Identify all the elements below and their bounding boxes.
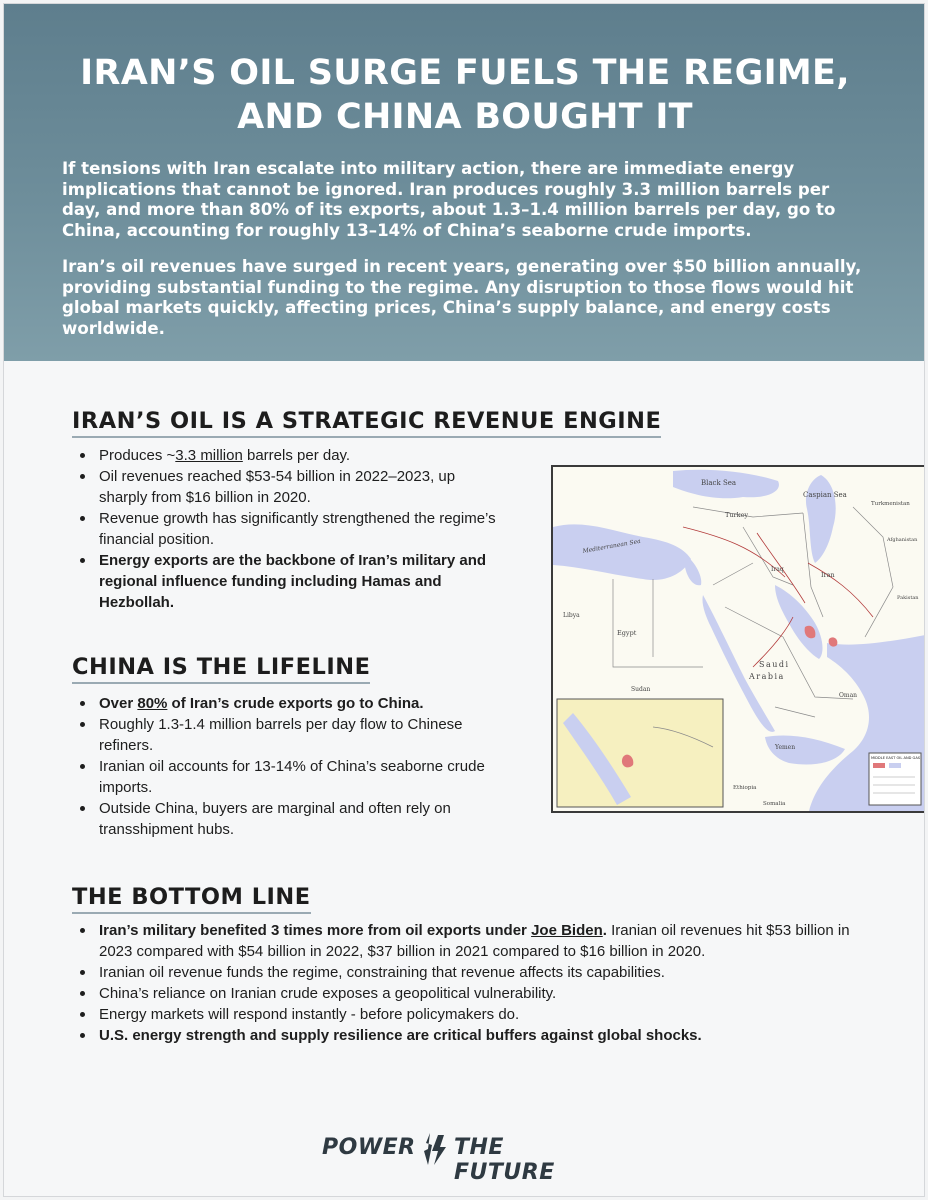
page	[3, 3, 925, 1197]
list-item: Roughly 1.3-1.4 million barrels per day flow to Chinese refiners.	[74, 714, 494, 756]
list-item: Oil revenues reached $53-54 billion in 2022–2023, up sharply from $16 billion in 2020.	[74, 466, 504, 508]
revenue-engine-list	[74, 445, 504, 613]
list-item: China’s reliance on Iranian crude exposes a geopolitical vulnerability.	[74, 983, 854, 1004]
section-title-revenue-engine: IRAN’S OIL IS A STRATEGIC REVENUE ENGINE	[72, 408, 661, 438]
map-label: Caspian Sea	[803, 491, 847, 499]
list-item: U.S. energy strength and supply resilience are critical buffers against global shocks.	[74, 1025, 854, 1046]
list-item	[74, 445, 504, 466]
map-label: Turkey	[725, 511, 749, 519]
list-item: Revenue growth has significantly strengthened the regime’s financial position.	[74, 508, 504, 550]
list-item	[74, 920, 854, 962]
map-graphic	[553, 467, 925, 811]
map-label: Somalia	[763, 801, 786, 807]
section-title-china-lifeline: CHINA IS THE LIFELINE	[72, 654, 370, 684]
map-label: Mediterranean Sea	[582, 537, 642, 555]
title-line-1: IRAN’S OIL SURGE FUELS THE REGIME,	[80, 53, 850, 93]
section-title-bottom-line: THE BOTTOM LINE	[72, 884, 311, 914]
map-label: Saudi	[759, 660, 790, 669]
bullet-text: Over	[99, 695, 138, 712]
logo-text-right: THE FUTURE	[454, 1135, 555, 1185]
map-label: Yemen	[775, 744, 796, 751]
bullet-text: Produces ~	[99, 447, 176, 464]
eighty-percent-link[interactable]: 80%	[137, 695, 168, 712]
map-label: Turkmenistan	[871, 501, 910, 507]
list-item: Energy exports are the backbone of Iran’s military and regional influence funding including Hamas and Hezbollah.	[74, 550, 504, 613]
barrels-link[interactable]: 3.3 million	[175, 447, 243, 464]
joe-biden-link[interactable]: Joe Biden	[531, 922, 603, 939]
page-title	[4, 51, 925, 139]
map-label: Afghanistan	[887, 537, 918, 543]
list-item: Iranian oil accounts for 13-14% of China’s seaborne crude imports.	[74, 756, 494, 798]
china-lifeline-list	[74, 693, 494, 840]
map-label: Iran	[821, 571, 835, 579]
map-label: Libya	[563, 612, 580, 619]
intro-paragraph-2: Iran’s oil revenues have surged in recent years, generating over $50 billion annually, providing substantial funding to the regime. Any disruption to those flows would hit global markets quickly, affecting prices, China’s supply balance, and energy costs worldwide.	[62, 257, 862, 338]
intro-paragraph-1: If tensions with Iran escalate into military action, there are immediate energy implications that cannot be ignored. Iran produces roughly 3.3 million barrels per day, and more than 80% of its exports, about 1.3–1.4 million barrels per day, go to China, accounting for roughly 13–14% of China’s seaborne crude imports.	[62, 159, 836, 240]
list-item	[74, 693, 494, 714]
bullet-text: of Iran’s crude exports go to China.	[167, 695, 424, 712]
map-label: Oman	[839, 692, 858, 699]
bullet-text: Iranian oil revenues hit $53 billion in 2023 compared with $54 billion in 2022, $37 billion in 2021 compared to $16 billion in 2020.	[99, 922, 850, 960]
middle-east-oil-map	[551, 465, 925, 813]
bullet-text: barrels per day.	[242, 447, 351, 464]
bullet-text: Iran’s military benefited 3 times more from oil exports under	[99, 922, 532, 939]
list-item: Energy markets will respond instantly - before policymakers do.	[74, 1004, 854, 1025]
map-legend-title: MIDDLE EAST OIL AND GAS	[871, 756, 921, 760]
bullet-text: .	[602, 922, 607, 939]
map-label: Ethiopia	[733, 785, 757, 791]
map-label: Sudan	[631, 686, 651, 693]
logo-text-left: POWER	[322, 1135, 416, 1160]
map-label: Arabia	[749, 672, 785, 681]
list-item: Outside China, buyers are marginal and often rely on transshipment hubs.	[74, 798, 494, 840]
title-line-2: AND CHINA BOUGHT IT	[237, 97, 693, 137]
lightning-bolt-icon	[422, 1131, 448, 1167]
list-item: Iranian oil revenue funds the regime, constraining that revenue affects its capabilities.	[74, 962, 854, 983]
map-label: Black Sea	[701, 479, 737, 487]
power-the-future-logo	[322, 1129, 612, 1185]
map-label: Iraq	[771, 566, 784, 573]
bottom-line-list	[74, 920, 854, 1046]
map-label: Egypt	[617, 629, 637, 637]
header-banner	[4, 4, 925, 361]
map-label: Pakistan	[897, 595, 919, 601]
